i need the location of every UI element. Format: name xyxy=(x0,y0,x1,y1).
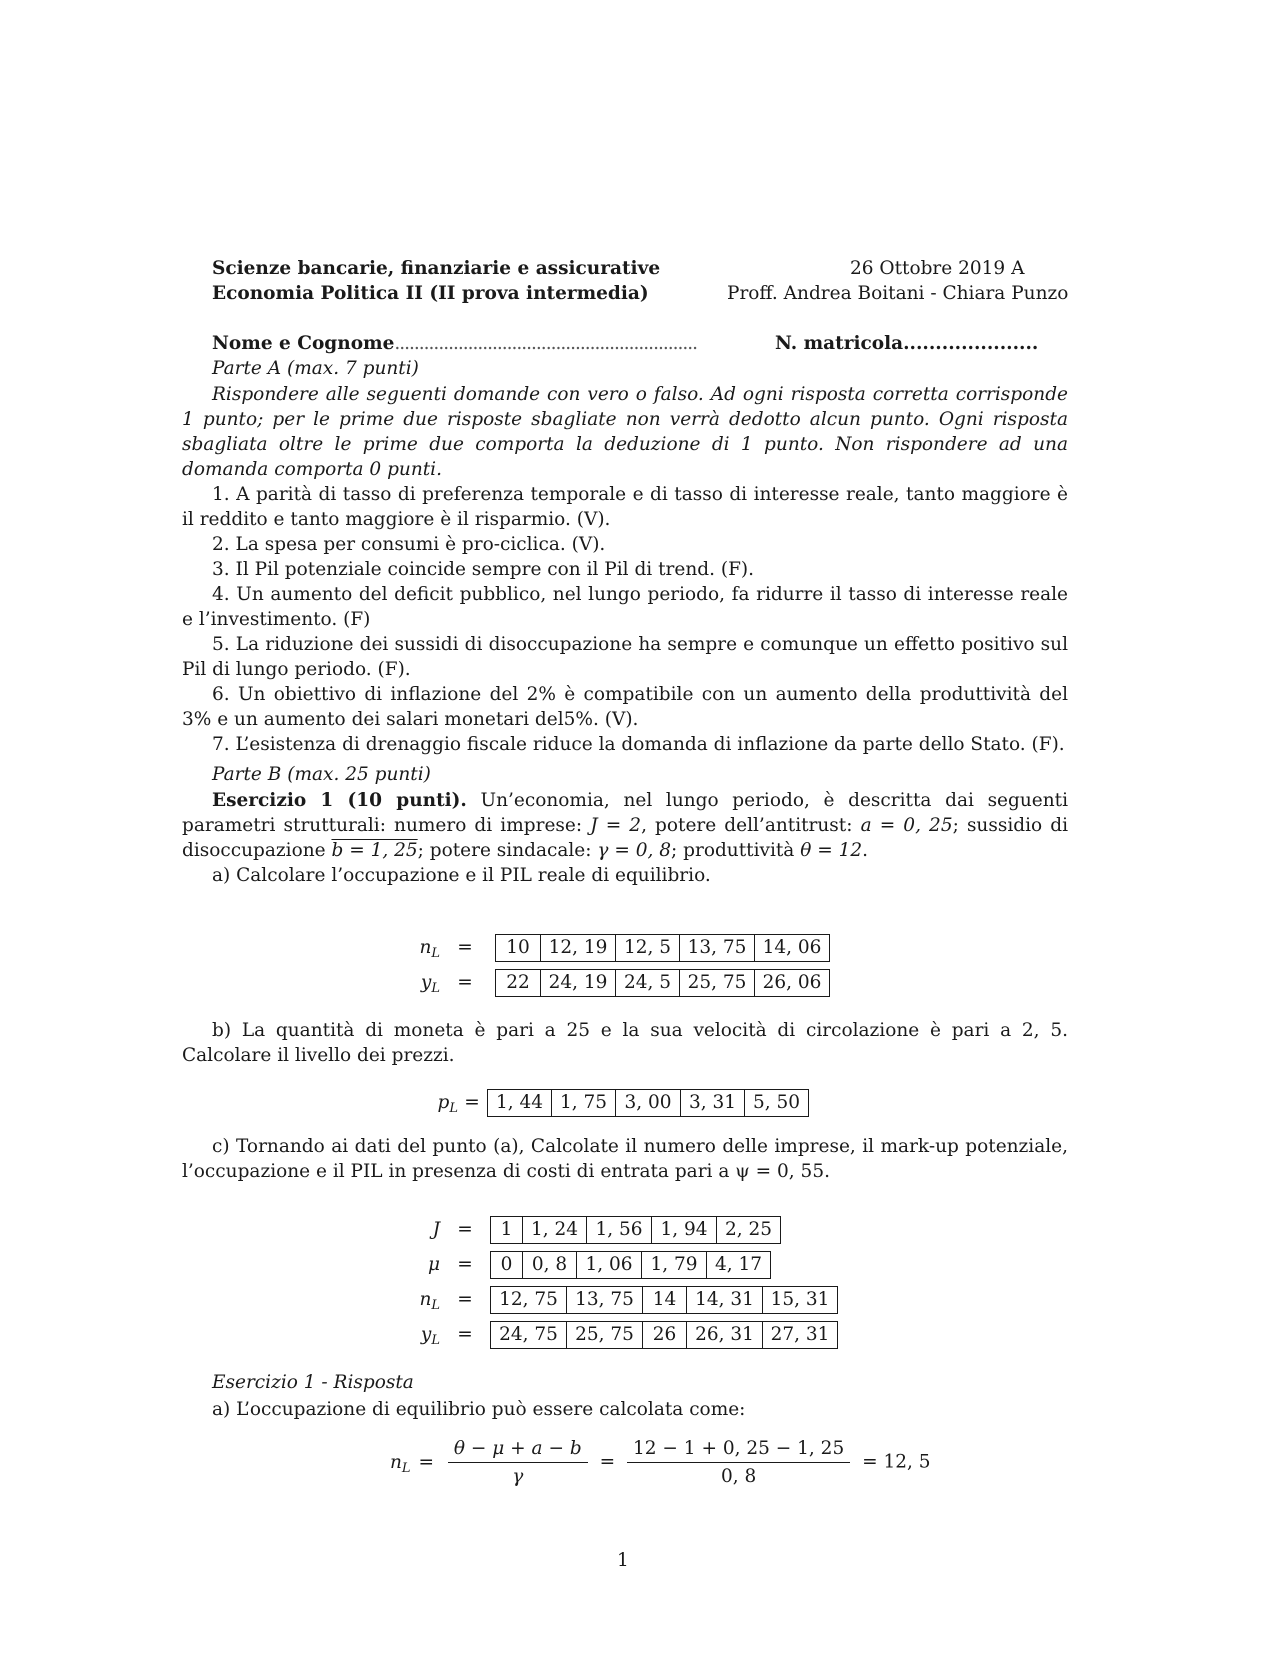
value-cell: 5, 50 xyxy=(744,1090,808,1116)
value-cell: 1 xyxy=(500,1219,513,1240)
question-6: 6. Un obiettivo di inflazione del 2% è compatibile con un aumento della produttività del 3% e un aumento dei salari monetari del5%. (V). xyxy=(182,684,1068,730)
value-cell: 3, 31 xyxy=(680,1090,744,1116)
question-2: 2. La spesa per consumi è pro-ciclica. (V). xyxy=(212,534,606,555)
equals-sign: = xyxy=(457,972,473,993)
yl-values xyxy=(495,969,830,997)
fraction-numerator: θ − μ + a − b xyxy=(448,1438,588,1463)
formula xyxy=(390,1438,931,1487)
equals-sign: = xyxy=(457,1289,473,1310)
table-c-row-j xyxy=(400,1216,860,1244)
value-cell: 1, 75 xyxy=(551,1090,615,1116)
exercise-text-part: , potere dell’antitrust: xyxy=(641,815,853,836)
exercise-1-title: Esercizio 1 (10 punti). xyxy=(212,790,467,811)
value-cell: 0, 8 xyxy=(522,1252,576,1278)
param-a: a = 0, 25 xyxy=(860,815,953,836)
value-cell: 26 xyxy=(642,1322,686,1348)
value-cell: 1, 06 xyxy=(576,1252,641,1278)
value-cell: 22 xyxy=(506,972,530,993)
question-b: b) La quantità di moneta è pari a 25 e la sua velocità di circolazione è pari a 2, 5. Calcolare il livello dei prezzi. xyxy=(182,1020,1068,1066)
answer-title: Esercizio 1 - Risposta xyxy=(212,1372,414,1393)
value-cell: 25, 75 xyxy=(566,1322,642,1348)
exam-title: Economia Politica II (II prova intermedia) xyxy=(212,283,649,304)
page-number: 1 xyxy=(617,1550,629,1571)
j-values xyxy=(490,1216,781,1244)
part-a-title: Parte A (max. 7 punti) xyxy=(212,358,419,379)
value-cell: 0 xyxy=(500,1254,513,1275)
exercise-text-part: ; sussidio di disoccupazione xyxy=(182,815,1069,861)
question-7: 7. L’esistenza di drenaggio fiscale riduce la domanda di inflazione da parte dello Stato. (F). xyxy=(212,734,1065,755)
value-cell: 26, 31 xyxy=(686,1322,762,1348)
answer-a-text: a) L’occupazione di equilibrio può essere calcolata come: xyxy=(212,1399,746,1420)
fraction-numeric xyxy=(627,1438,850,1487)
name-label: Nome e Cognome xyxy=(212,333,395,354)
name-line xyxy=(212,333,697,354)
part-b-title: Parte B (max. 25 punti) xyxy=(212,764,431,785)
course-title: Scienze bancarie, finanziarie e assicurative xyxy=(212,258,661,279)
value-cell: 13, 75 xyxy=(679,935,754,961)
value-cell: 24, 5 xyxy=(615,970,679,996)
formula-lhs: $n_L$ xyxy=(390,1451,411,1476)
exercise-1-text xyxy=(182,788,1068,863)
j-label: J xyxy=(432,1219,440,1240)
nl-values xyxy=(495,934,830,962)
equals-sign: = xyxy=(418,1451,434,1473)
value-cell: 4, 17 xyxy=(706,1252,770,1278)
mu-values xyxy=(490,1251,771,1279)
mu-label: μ xyxy=(427,1254,440,1275)
value-cell: 12, 75 xyxy=(499,1289,558,1310)
professors: Proff. Andrea Boitani - Chiara Punzo xyxy=(727,283,1069,304)
question-1: 1. A parità di tasso di preferenza temporale e di tasso di interesse reale, tanto maggiore è il reddito e tanto maggiore è il risparmio. (V). xyxy=(182,484,1068,530)
exercise-text-part: . xyxy=(862,840,869,861)
yl-values xyxy=(490,1321,838,1349)
yl-label: $y_L$ xyxy=(420,1324,440,1348)
table-c-row-mu xyxy=(400,1251,860,1279)
question-5: 5. La riduzione dei sussidi di disoccupazione ha sempre e comunque un effetto positivo sul Pil di lungo periodo. (F). xyxy=(182,634,1068,680)
yl-label: $y_L$ xyxy=(420,972,440,996)
table-b-row-pl xyxy=(420,1089,820,1117)
value-cell: 1, 79 xyxy=(641,1252,706,1278)
param-j: J = 2 xyxy=(590,815,642,836)
equals-sign: = xyxy=(457,937,473,958)
value-cell: 2, 25 xyxy=(716,1217,780,1243)
value-cell: 1, 44 xyxy=(495,1092,544,1113)
question-3: 3. Il Pil potenziale coincide sempre con il Pil di trend. (F). xyxy=(212,559,755,580)
fraction-denominator: γ xyxy=(512,1466,524,1487)
pl-label: $p_L$ xyxy=(437,1092,458,1116)
param-gamma: γ = 0, 8 xyxy=(597,840,672,861)
exam-date: 26 Ottobre 2019 A xyxy=(850,258,1025,279)
exercise-text-part: ; produttività xyxy=(671,840,795,861)
value-cell: 24, 75 xyxy=(499,1324,558,1345)
value-cell: 14, 06 xyxy=(754,935,829,961)
exercise-text-part: ; potere sindacale: xyxy=(417,840,592,861)
equals-sign: = xyxy=(457,1324,473,1345)
equals-sign: = xyxy=(457,1254,473,1275)
value-cell: 1, 94 xyxy=(651,1217,716,1243)
value-cell: 12, 5 xyxy=(615,935,679,961)
fraction-symbolic xyxy=(448,1438,588,1487)
value-cell: 3, 00 xyxy=(615,1090,680,1116)
question-a: a) Calcolare l’occupazione e il PIL reale di equilibrio. xyxy=(212,865,711,886)
pl-values xyxy=(487,1089,809,1117)
nl-values xyxy=(490,1286,838,1314)
value-cell: 13, 75 xyxy=(566,1287,642,1313)
value-cell: 15, 31 xyxy=(762,1287,837,1313)
table-c-row-yl xyxy=(400,1321,860,1349)
fraction-denominator: 0, 8 xyxy=(720,1466,757,1487)
value-cell: 26, 06 xyxy=(754,970,829,996)
question-c: c) Tornando ai dati del punto (a), Calcolate il numero delle imprese, il mark-up potenziale, l’occupazione e il PIL in presenza di costi di entrata pari a ψ = 0, 55. xyxy=(182,1136,1068,1182)
value-cell: 24, 19 xyxy=(540,970,615,996)
equals-sign: = xyxy=(599,1451,616,1473)
equals-sign: = xyxy=(457,1219,473,1240)
question-4: 4. Un aumento del deficit pubblico, nel lungo periodo, fa ridurre il tasso di interesse reale e l’investimento. (F) xyxy=(182,584,1068,630)
value-cell: 1, 56 xyxy=(586,1217,651,1243)
table-c-row-nl xyxy=(400,1286,860,1314)
part-a-instructions: Rispondere alle seguenti domande con vero o falso. Ad ogni risposta corretta corrisponde 1 punto; per le prime due risposte sbagliate non verrà dedotto alcun punto. Ogni risposta sbagliata oltre le prime due comporta la deduzione di 1 punto. Non rispondere ad una domanda comporta 0 punti. xyxy=(182,384,1068,480)
table-a-row-nl xyxy=(400,934,840,962)
fraction-numerator: 12 − 1 + 0, 25 − 1, 25 xyxy=(627,1438,850,1463)
exercise-text-part: Un’economia, nel lungo periodo, è descritta dai seguenti parametri strutturali: numero di imprese: xyxy=(182,790,1068,836)
param-theta: θ = 12 xyxy=(800,840,863,861)
name-dots: .............................................................. xyxy=(394,333,697,354)
value-cell: 27, 31 xyxy=(762,1322,837,1348)
param-b: b = 1, 25 xyxy=(331,840,418,861)
value-cell: 12, 19 xyxy=(540,935,615,961)
table-a-row-yl xyxy=(400,969,840,997)
value-cell: 14 xyxy=(642,1287,686,1313)
value-cell: 25, 75 xyxy=(679,970,754,996)
value-cell: 14, 31 xyxy=(686,1287,762,1313)
matricola-label: N. matricola..................... xyxy=(775,333,1039,354)
nl-label: $n_L$ xyxy=(419,1289,440,1313)
value-cell: 1, 24 xyxy=(522,1217,586,1243)
formula-result: = 12, 5 xyxy=(862,1451,931,1473)
equals-sign: = xyxy=(464,1092,480,1113)
nl-label: $n_L$ xyxy=(419,937,440,961)
value-cell: 10 xyxy=(506,937,530,958)
